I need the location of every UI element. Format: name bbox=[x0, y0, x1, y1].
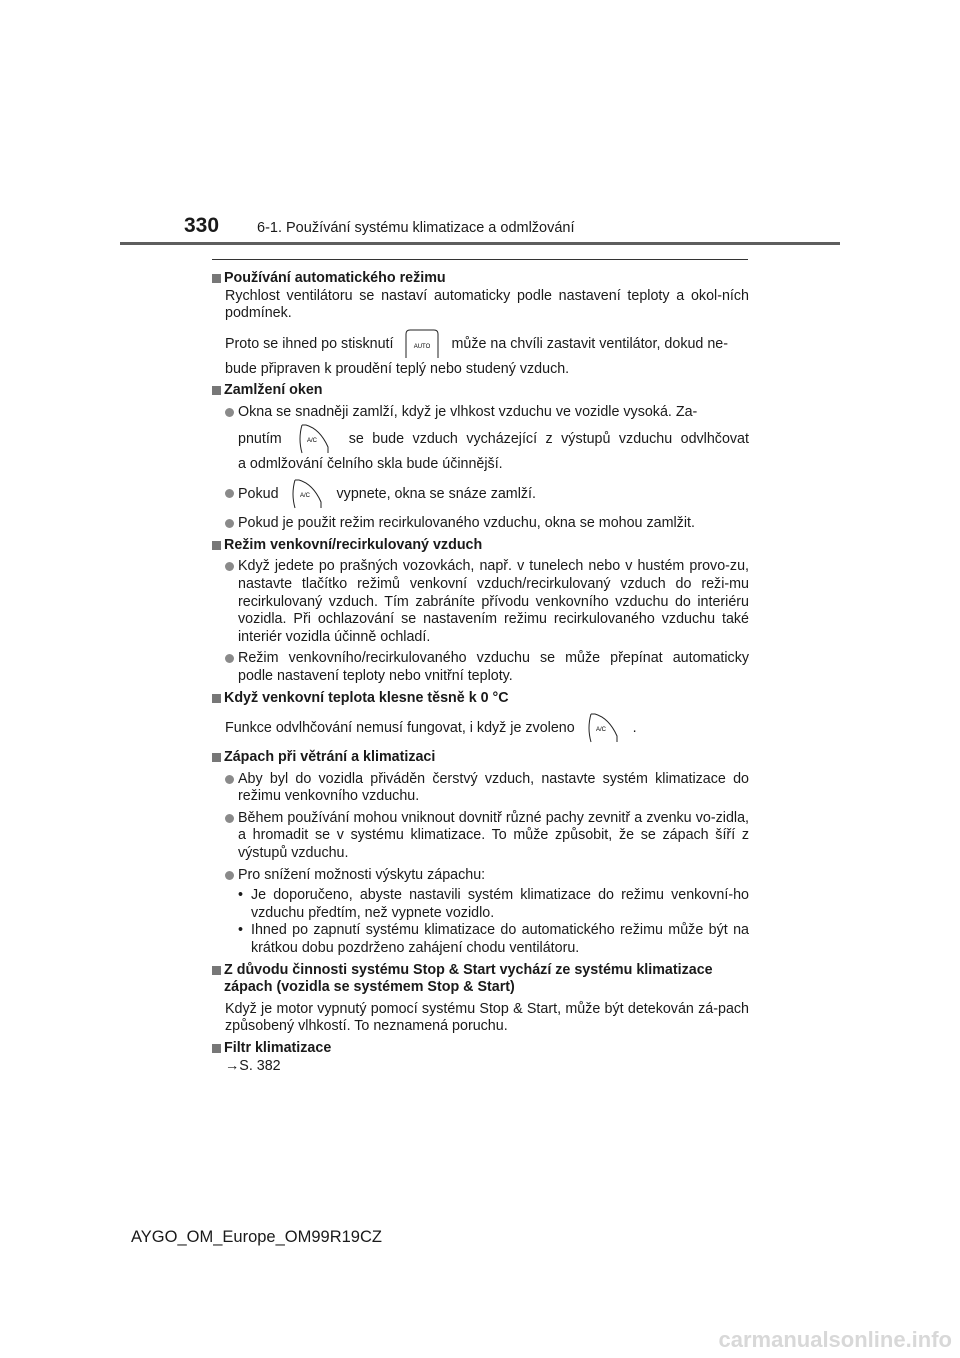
chapter-title: 6-1. Používání systému klimatizace a odmlžování bbox=[257, 220, 575, 236]
page-content bbox=[212, 266, 749, 1075]
ac-button-label: A/C bbox=[595, 727, 606, 734]
ac-button-label: A/C bbox=[299, 493, 310, 500]
header-rule bbox=[120, 242, 840, 245]
outside-recirc-bullet-1: Když jedete po prašných vozovkách, např. v tunelech nebo v hustém provo-zu, nastavte tlačítko režimů venkovní vzduch/recirkulovaný vzduch do reži-mu recirkulovaný vzduch. Tím zabráníte přívodu venkovního vzduchu do interiéru vozidla. Při ochlazování se nastavením režimu recirkulovaného vzduchu také interiér vozidla účinně ochladí. bbox=[212, 558, 749, 646]
page-number: 330 bbox=[184, 214, 220, 237]
auto-mode-text-before-button: Proto se ihned po stisknutí bbox=[225, 335, 394, 352]
fogging-bullet-1-line-1: Okna se snadněji zamlží, když je vlhkost vzduchu ve vozidle vysoká. Za- bbox=[238, 403, 698, 420]
fogging-bullet-2 bbox=[212, 477, 749, 511]
ac-button-icon bbox=[296, 423, 334, 455]
fogging-bullet-3: Pokud je použit režim recirkulovaného vzduchu, okna se mohou zamlžit. bbox=[212, 515, 749, 533]
filter-page-reference: →S. 382 bbox=[225, 1057, 281, 1074]
ac-button-icon bbox=[585, 712, 623, 744]
section-title-outside-recirc: Režim venkovní/recirkulovaný vzduch bbox=[212, 537, 749, 555]
odor-bullet-2: Během používání mohou vniknout dovnitř různé pachy zevnitř a zvenku vo-zidla, a hromadit se v systému klimatizace. To může způsobit, že se zápach šíří z výstupů vzduchu. bbox=[212, 810, 749, 863]
auto-mode-paragraph-3: bude připraven k proudění teplý nebo studený vzduch. bbox=[225, 360, 570, 377]
ac-button-icon bbox=[289, 478, 327, 510]
section-title-fogging: Zamlžení oken bbox=[212, 382, 749, 400]
fogging-text-after-ac: se bude vzduch vycházející z výstupů vzduchu odvlhčovat bbox=[348, 430, 749, 447]
document-id: AYGO_OM_Europe_OM99R19CZ bbox=[131, 1228, 382, 1246]
stop-start-paragraph: Když je motor vypnutý pomocí systému Stop & Start, může být detekován zá-pach způsobený vlhkostí. To neznamená poruchu. bbox=[225, 1000, 749, 1035]
near-zero-text-before: Funkce odvlhčování nemusí fungovat, i když je zvoleno bbox=[225, 720, 575, 737]
outside-recirc-bullet-2: Režim venkovního/recirkulovaného vzduchu se může přepínat automaticky podle nastavení teploty nebo vnitřní teploty. bbox=[212, 650, 749, 685]
watermark: carmanualsonline.info bbox=[718, 1327, 952, 1352]
auto-mode-paragraph-2 bbox=[212, 327, 749, 361]
fogging-bullet-1-line-2 bbox=[238, 422, 749, 456]
ac-button-label: A/C bbox=[307, 437, 318, 444]
odor-bullet-1: Aby byl do vozidla přiváděn čerstvý vzduch, nastavte systém klimatizace do režimu venkovního vzduchu. bbox=[212, 771, 749, 806]
auto-mode-text-after-button: může na chvíli zastavit ventilátor, dokud ne- bbox=[451, 335, 729, 352]
fogging-text-before-ac: pnutím bbox=[238, 430, 282, 447]
fogging-b2-after: vypnete, okna se snáze zamlží. bbox=[336, 486, 536, 503]
fogging-bullet-1 bbox=[212, 404, 749, 473]
auto-button-icon bbox=[403, 328, 441, 360]
content-top-rule bbox=[212, 259, 748, 260]
odor-sub-bullet-1: • Je doporučeno, abyste nastavili systém klimatizace do režimu venkovní-ho vzduchu předtím, než vypnete vozidlo. bbox=[212, 887, 749, 922]
odor-sub-bullet-2: • Ihned po zapnutí systému klimatizace do automatického režimu může být na krátkou dobu pozdrženo zahájení chodu ventilátoru. bbox=[212, 922, 749, 957]
near-zero-text-after: . bbox=[632, 720, 637, 737]
section-title-near-zero: Když venkovní teplota klesne těsně k 0 °C bbox=[212, 690, 749, 708]
auto-mode-paragraph-1: Rychlost ventilátoru se nastaví automaticky podle nastavení teploty a okol-ních podmínek. bbox=[225, 287, 749, 322]
odor-bullet-3: Pro snížení možnosti výskytu zápachu: bbox=[212, 867, 749, 885]
section-title-filter: Filtr klimatizace bbox=[212, 1040, 749, 1058]
fogging-b2-before: Pokud bbox=[238, 486, 279, 503]
section-title-odor: Zápach při větrání a klimatizaci bbox=[212, 749, 749, 767]
section-title-auto-mode: Používání automatického režimu bbox=[212, 270, 749, 288]
section-title-stop-start: Z důvodu činnosti systému Stop & Start vychází ze systému klimatizace zápach (vozidla se systémem Stop & Start) bbox=[212, 962, 749, 997]
near-zero-paragraph bbox=[212, 711, 749, 745]
fogging-bullet-1-line-3: a odmlžování čelního skla bude účinnější. bbox=[238, 455, 503, 472]
auto-button-label: AUTO bbox=[414, 344, 431, 350]
